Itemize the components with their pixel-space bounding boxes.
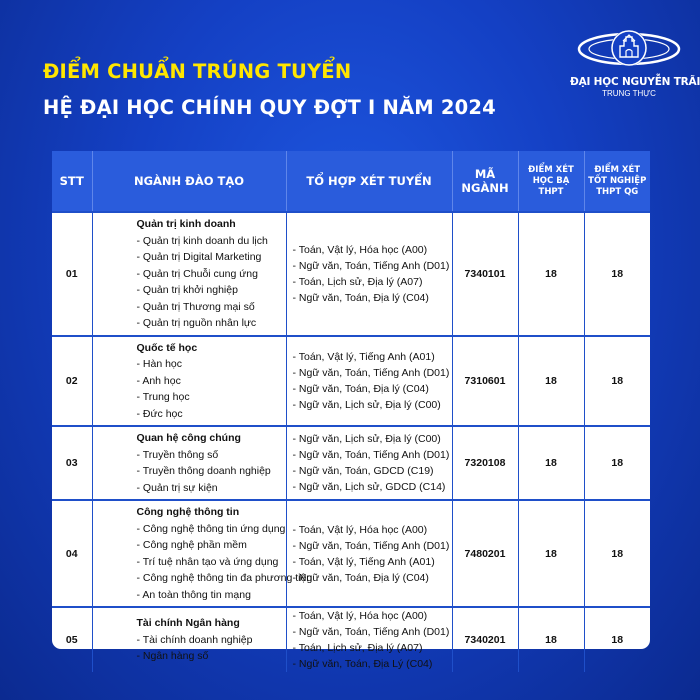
row-major-cell [92, 212, 286, 336]
major-title: Quan hệ công chúng [136, 432, 241, 444]
combo-item: - Toán, Vật lý, Hóa học (A00) [292, 523, 428, 536]
row-code: 7310601 [452, 336, 518, 427]
header-hocba [518, 151, 584, 212]
row-stt: 01 [52, 212, 92, 336]
combo-item: - Ngữ văn, Toán, Địa lý (C04) [292, 382, 429, 395]
row-hocba-score: 18 [518, 607, 584, 672]
row-stt: 05 [52, 607, 92, 672]
specialization-item: - Quản trị kinh doanh du lịch [136, 234, 268, 247]
header-hocba-line2: HỌC BẠ THPT [532, 175, 570, 197]
specialization-item: - Trí tuệ nhân tạo và ứng dụng [136, 555, 279, 568]
specialization-item: - Đức học [136, 407, 183, 420]
specialization-item: - Hàn học [136, 358, 183, 370]
row-code: 7480201 [452, 500, 518, 607]
combo-item: - Toán, Lịch sử, Địa lý (A07) [292, 642, 423, 654]
major-title: Quốc tế học [136, 341, 198, 354]
major-title: Công nghệ thông tin [136, 506, 240, 518]
specialization-item: - Quản trị Thương mại số [136, 300, 255, 313]
combo-item: - Ngữ văn, Toán, Tiếng Anh (D01) [292, 539, 450, 552]
table-row [52, 607, 650, 672]
combo-item: - Ngữ văn, Lịch sử, Địa lý (C00) [292, 433, 441, 445]
combo-item: - Toán, Vật lý, Hóa học (A00) [292, 610, 428, 622]
combo-item: - Ngữ văn, Toán, Địa lý (C04) [292, 571, 429, 584]
header-tn-line1: ĐIỂM XÉT [594, 164, 641, 175]
row-combo-cell [286, 500, 452, 607]
university-emblem-icon [576, 24, 682, 74]
admission-score-table [52, 151, 650, 670]
row-stt: 03 [52, 426, 92, 500]
table-row [52, 336, 650, 427]
specialization-item: - Quản trị Digital Marketing [136, 251, 262, 263]
combo-item: - Ngữ văn, Toán, Địa Lý (C04) [292, 658, 433, 670]
row-hocba-score: 18 [518, 426, 584, 500]
combo-item: - Toán, Lịch sử, Địa lý (A07) [292, 275, 423, 288]
header-tn-line3: THPT QG [596, 186, 639, 197]
specialization-item: - Quản trị sự kiện [136, 481, 218, 494]
table-header-row [52, 151, 650, 212]
specialization-item: - Quản trị khởi nghiệp [136, 284, 238, 296]
table-body [52, 212, 650, 672]
header-major: NGÀNH ĐÀO TẠO [92, 151, 286, 212]
table-row [52, 212, 650, 336]
header-stt: STT [52, 151, 92, 212]
combo-item: - Ngữ văn, Lịch sử, Địa lý (C00) [292, 398, 441, 411]
specialization-item: - Anh học [136, 374, 181, 387]
page-title-line-2: HỆ ĐẠI HỌC CHÍNH QUY ĐỢT I NĂM 2024 [43, 96, 496, 119]
combo-item: - Ngữ văn, Toán, Tiếng Anh (D01) [292, 366, 450, 379]
row-hocba-score: 18 [518, 336, 584, 427]
combo-item: - Toán, Vật lý, Tiếng Anh (A01) [292, 555, 435, 568]
specialization-item: - Quản trị nguồn nhân lực [136, 317, 257, 329]
row-combo-cell [286, 336, 452, 427]
row-code: 7340101 [452, 212, 518, 336]
specialization-item: - Công nghệ thông tin đa phương tiện [136, 572, 313, 584]
row-hocba-score: 18 [518, 212, 584, 336]
major-title: Quản trị kinh doanh [136, 218, 236, 230]
specialization-item: - Truyền thông doanh nghiệp [136, 465, 271, 477]
specialization-item: - An toàn thông tin mạng [136, 588, 251, 601]
combo-item: - Ngữ văn, Toán, Tiếng Anh (D01) [292, 259, 450, 272]
combo-item: - Ngữ văn, Lịch sử, GDCD (C14) [292, 481, 446, 493]
row-combo-cell [286, 212, 452, 336]
specialization-item: - Tài chính doanh nghiệp [136, 633, 253, 646]
header-code [452, 151, 518, 212]
header-code-line2: NGÀNH [461, 181, 509, 195]
combo-item: - Ngữ văn, Toán, GDCD (C19) [292, 465, 434, 477]
row-tn-score: 18 [584, 336, 650, 427]
header-tn-line2: TỐT NGHIỆP [588, 175, 647, 186]
combo-item: - Toán, Vật lý, Tiếng Anh (A01) [292, 350, 435, 363]
specialization-item: - Ngân hàng số [136, 650, 209, 663]
row-tn-score: 18 [584, 426, 650, 500]
page-title-line-1: ĐIỂM CHUẨN TRÚNG TUYỂN [43, 60, 352, 83]
university-name: ĐẠI HỌC NGUYỄN TRÃI [570, 76, 700, 88]
row-major-cell [92, 607, 286, 672]
combo-item: - Toán, Vật lý, Hóa học (A00) [292, 243, 428, 256]
major-title: Tài chính Ngân hàng [136, 617, 240, 630]
row-major-cell [92, 336, 286, 427]
row-combo-cell [286, 426, 452, 500]
specialization-item: - Trung học [136, 391, 190, 403]
row-tn-score: 18 [584, 212, 650, 336]
university-logo [570, 24, 700, 104]
row-code: 7340201 [452, 607, 518, 672]
university-motto: TRUNG THỰC [602, 89, 656, 98]
combo-item: - Ngữ văn, Toán, Tiếng Anh (D01) [292, 449, 450, 461]
row-stt: 04 [52, 500, 92, 607]
row-major-cell [92, 426, 286, 500]
row-tn-score: 18 [584, 607, 650, 672]
table-row [52, 500, 650, 607]
specialization-item: - Công nghệ phần mềm [136, 539, 247, 551]
row-combo-cell [286, 607, 452, 672]
specialization-item: - Quản trị Chuỗi cung ứng [136, 267, 258, 280]
table-row [52, 426, 650, 500]
combo-item: - Ngữ văn, Toán, Địa lý (C04) [292, 291, 429, 304]
header-combo: TỔ HỢP XÉT TUYỂN [286, 151, 452, 212]
row-stt: 02 [52, 336, 92, 427]
row-hocba-score: 18 [518, 500, 584, 607]
combo-item: - Ngữ văn, Toán, Tiếng Anh (D01) [292, 626, 450, 638]
specialization-item: - Công nghệ thông tin ứng dụng [136, 522, 286, 535]
row-tn-score: 18 [584, 500, 650, 607]
header-hocba-line1: ĐIỂM XÉT [528, 164, 574, 175]
specialization-item: - Truyền thông số [136, 448, 219, 461]
row-major-cell [92, 500, 313, 607]
row-code: 7320108 [452, 426, 518, 500]
header-tn [584, 151, 650, 212]
header-code-line1: MÃ [474, 167, 496, 181]
